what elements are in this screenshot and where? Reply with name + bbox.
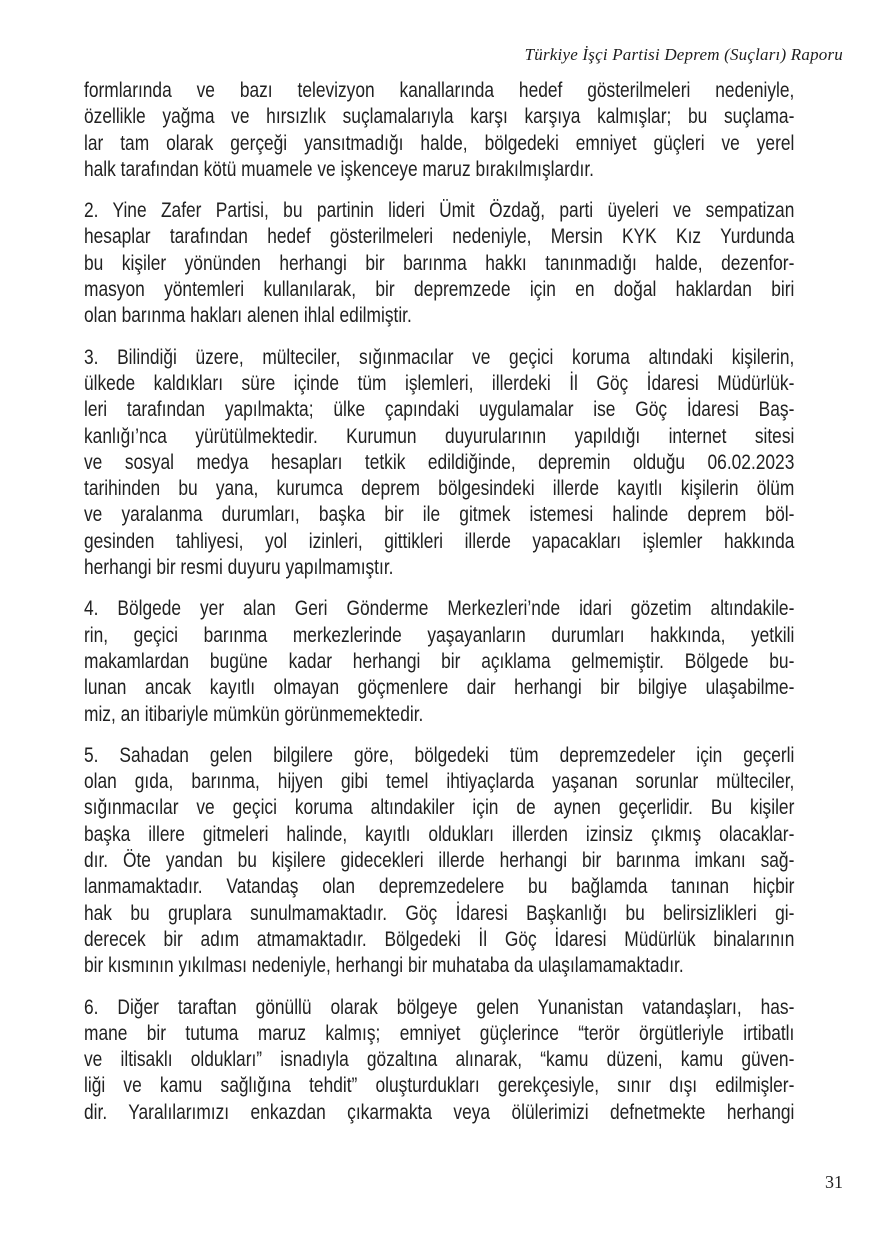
text-line: 6. Diğer taraftan gönüllü olarak bölgeye gelen Yunanistan vatandaşları, has- <box>84 995 795 1019</box>
text-line: tarihinden bu yana, kurumca deprem bölgesindeki illerde kayıtlı kişilerin ölüm <box>84 477 795 501</box>
text-line: hesaplar tarafından hedef gösterilmeleri nedeniyle, Mersin KYK Kız Yurdunda <box>84 225 795 249</box>
text-line: derecek bir adım atmamaktadır. Bölgedeki İl Göç İdaresi Müdürlük binalarının <box>84 927 795 951</box>
text-line: 4. Bölgede yer alan Geri Gönderme Merkezleri’nde idari gözetim altındakile- <box>84 597 795 621</box>
text-line: mane bir tutuma maruz kalmış; emniyet güçlerince “terör örgütleriyle irtibatlı <box>84 1021 795 1045</box>
paragraph <box>84 596 794 727</box>
paragraph <box>84 345 794 582</box>
text-line: özellikle yağma ve hırsızlık suçlamalarıyla karşı karşıya kalmışlar; bu suçlama- <box>84 105 795 129</box>
text-line: lar tam olarak gerçeği yansıtmadığı halde, bölgedeki emniyet güçleri ve yerel <box>84 131 795 155</box>
text-line: leri tarafından yapılmakta; ülke çapındaki uygulamalar ise Göç İdaresi Baş- <box>84 398 795 422</box>
text-line: lanmamaktadır. Vatandaş olan depremzedelere bu bağlamda tanınan hiçbir <box>84 875 795 899</box>
paragraph <box>84 995 794 1126</box>
text-line: ve iltisaklı oldukları” isnadıyla gözaltına alınarak, “kamu düzeni, kamu güven- <box>84 1048 795 1072</box>
text-line: rin, geçici barınma merkezlerinde yaşayanların durumları hakkında, yetkili <box>84 623 795 647</box>
paragraph <box>84 743 794 980</box>
page-number: 31 <box>825 1172 843 1192</box>
text-line: halk tarafından kötü muamele ve işkenceye maruz bırakılmışlardır. <box>84 157 595 181</box>
paragraph <box>84 198 794 329</box>
text-line: herhangi bir resmi duyuru yapılmamıştır. <box>84 556 394 580</box>
text-line: gesinden tahliyesi, yol izinleri, gittikleri illerde yapacakları işlemler hakkında <box>84 529 795 553</box>
text-line: olan barınma hakları alenen ihlal edilmiştir. <box>84 304 412 328</box>
text-line: ve yaralanma durumları, başka bir ile gitmek istemesi halinde deprem böl- <box>84 503 795 527</box>
text-line: 5. Sahadan gelen bilgilere göre, bölgedeki tüm depremzedeler için geçerli <box>84 743 795 767</box>
text-line: makamlardan bugüne kadar herhangi bir açıklama gelmemiştir. Bölgede bu- <box>84 649 795 673</box>
paragraph <box>84 78 794 183</box>
text-line: miz, an itibariyle mümkün görünmemektedir. <box>84 702 424 726</box>
text-line: dir. Yaralılarımızı enkazdan çıkarmakta veya ölülerimizi defnetmekte herhangi <box>84 1100 795 1124</box>
text-line: masyon yöntemleri kullanılarak, bir depremzede için en doğal haklardan biri <box>84 278 795 302</box>
text-line: bu kişiler yönünden herhangi bir barınma hakkı tanınmadığı halde, dezenfor- <box>84 251 795 275</box>
text-line: liği ve kamu sağlığına tehdit” oluşturdukları gerekçesiyle, sınır dışı edilmişler- <box>84 1074 795 1098</box>
text-line: hak bu gruplara sunulmamaktadır. Göç İdaresi Başkanlığı bu belirsizlikleri gi- <box>84 901 795 925</box>
text-line: sığınmacılar ve geçici koruma altındakiler için de aynen geçerlidir. Bu kişiler <box>84 796 795 820</box>
running-header: Türkiye İşçi Partisi Deprem (Suçları) Raporu <box>524 45 843 64</box>
text-line: 2. Yine Zafer Partisi, bu partinin lideri Ümit Özdağ, parti üyeleri ve sempatizan <box>84 199 795 223</box>
body-text <box>84 78 794 1141</box>
text-line: 3. Bilindiği üzere, mülteciler, sığınmacılar ve geçici koruma altındaki kişilerin, <box>84 345 795 369</box>
text-line: dır. Öte yandan bu kişilere gidecekleri illerde herhangi bir barınma imkanı sağ- <box>84 849 795 873</box>
text-line: formlarında ve bazı televizyon kanallarında hedef gösterilmeleri nedeniyle, <box>84 79 795 102</box>
text-line: lunan ancak kayıtlı olmayan göçmenlere dair herhangi bir bilgiye ulaşabilme- <box>84 676 795 700</box>
text-line: ve sosyal medya hesapları tetkik edildiğinde, depremin olduğu 06.02.2023 <box>84 450 795 474</box>
text-line: kanlığı’nca yürütülmektedir. Kurumun duyurularının yapıldığı internet sitesi <box>84 424 795 448</box>
text-line: olan gıda, barınma, hijyen gibi temel ihtiyaçlarda yaşanan sorunlar mülteciler, <box>84 770 795 794</box>
text-line: ülkede kaldıkları süre içinde tüm işlemleri, illerdeki İl Göç İdaresi Müdürlük- <box>84 371 795 395</box>
text-line: bir kısmının yıkılması nedeniyle, herhangi bir muhataba da ulaşılamamaktadır. <box>84 954 684 978</box>
text-line: başka illere gitmeleri halinde, kayıtlı oldukları illerden izinsiz çıkmış olacaklar- <box>84 822 795 846</box>
